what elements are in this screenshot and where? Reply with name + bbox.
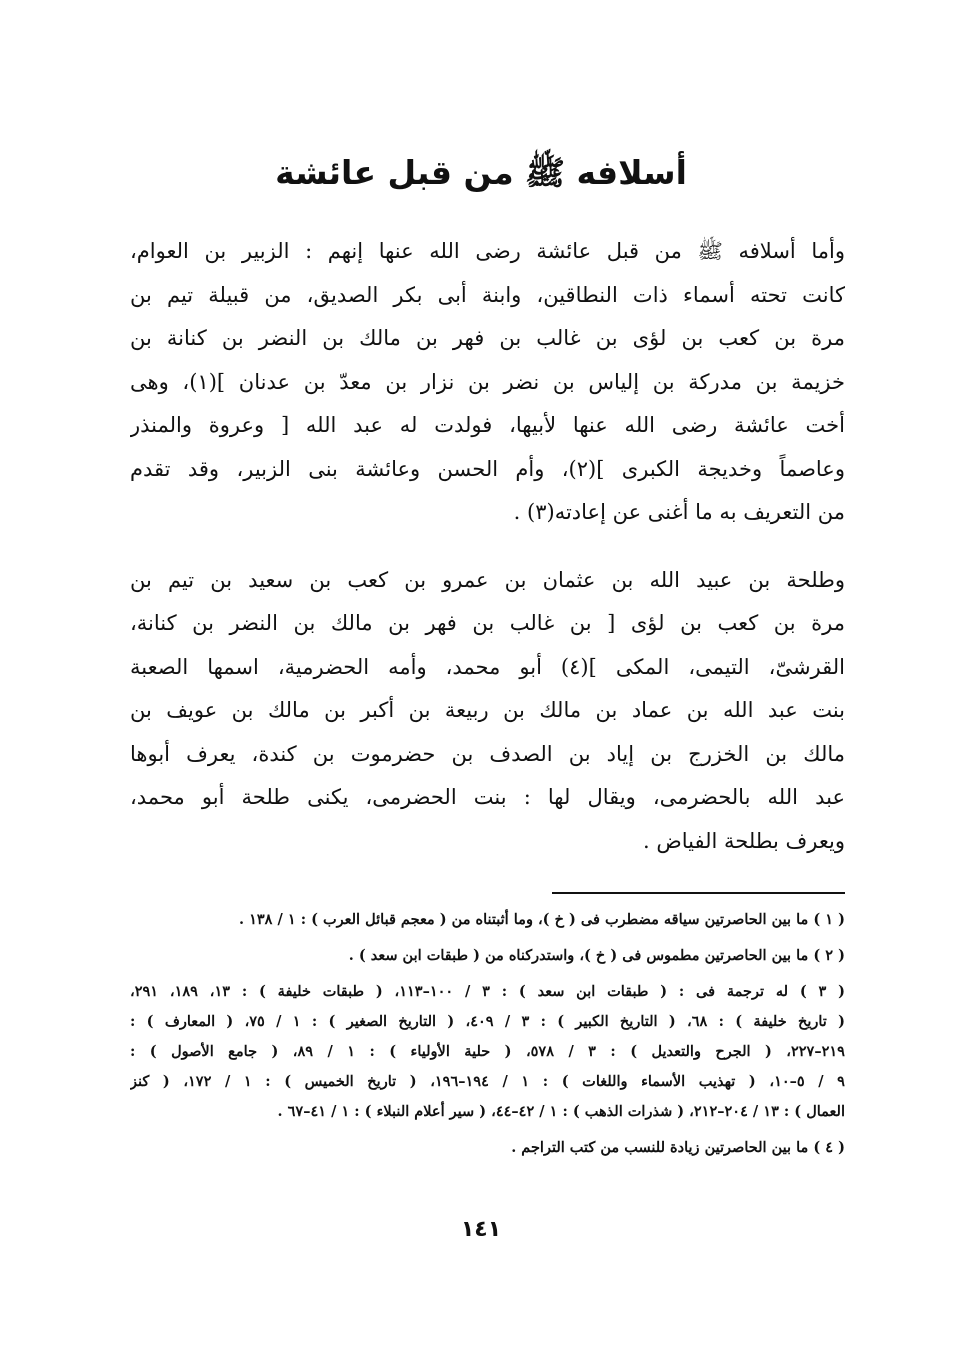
text-line: وعاصماً وخديجة الكبرى ](٢)، وأم الحسن وعائشة بنى الزبير، وقد تقدم (130, 456, 845, 481)
text-line: من التعريف به ما أغنى عن إعادته(٣) . (513, 500, 845, 524)
page-number: ١٤١ (460, 1217, 502, 1242)
footnote (130, 1133, 845, 1163)
text-line: القرشىّ، التيمى، المكى ](٤) أبو محمد، وأمه الحضرمية، اسمها الصعبة (130, 654, 845, 679)
text-line: مرة بن كعب بن لؤى [ بن غالب بن فهر بن مالك بن النضر بن كنانة، (130, 611, 845, 635)
footnote-line: العمال ) : ١٣ / ٢٠٤–٢١٢، ( شذرات الذهب ) : ١ / ٤٢–٤٤، ( سير أعلام النبلاء ) : ١ / ٤١–٦٧ . (277, 1103, 845, 1120)
paragraph-spacer (130, 535, 845, 559)
footnote-separator (552, 892, 845, 894)
text-line: بنت عبد الله بن عماد بن مالك بن ربيعة بن أكبر بن مالك بن عويف بن (130, 698, 845, 722)
text-line: عبد الله بالحضرمى، ويقال لها : بنت الحضرمى، يكنى طلحة أبو محمد، (130, 785, 845, 809)
footnote-line: ( ١ ) ما بين الحاصرتين سياقه مضطرب فى ( خ )، وما أثبتناه من ( معجم قبائل العرب ) : ١ / ١٣٨ . (238, 911, 845, 928)
text-line: مرة بن كعب بن لؤى بن غالب بن فهر بن مالك بن النضر بن كنانة بن (130, 326, 845, 350)
text-line: ويعرف بطلحة الفياض . (643, 828, 845, 853)
footnote-line: ( ٣ ) له ترجمة فى : ( طبقات ابن سعد ) : ٣ / ١٠٠–١١٣، ( طبقات خليفة ) : ١٣، ١٨٩، ٢٩١، (130, 983, 845, 1000)
main-text (130, 230, 845, 863)
text-line: كانت تحته أسماء ذات النطاقين، وابنة أبى بكر الصديق، من قبيلة تيم بن (130, 282, 845, 307)
paragraph (130, 559, 845, 864)
footnote-line: ( ٢ ) ما بين الحاصرتين مطموس فى ( خ )، واستدركناه من ( طبقات ابن سعد ) . (348, 947, 845, 964)
footnotes (130, 905, 845, 1163)
text-line: مالك بن الخزرج بن إياد بن الصدف بن حضرموت بن كندة، يعرف أبوها (130, 741, 845, 766)
footnote-line: ٩ / ٥–١٠، ( تهذيب الأسماء واللغات ) : ١ / ١٩٤–١٩٦، ( تاريخ الخميس ) : ١ / ١٧٢، ( كنز (130, 1073, 845, 1090)
footnote-line: ( ٤ ) ما بين الحاصرتين زيادة للنسب من كتب التراجم . (511, 1139, 845, 1156)
text-line: وطلحة بن عبيد الله بن عثمان بن عمرو بن كعب بن سعيد بن تيم بن (130, 567, 845, 592)
page-title: أسلافه ﷺ من قبل عائشة (275, 153, 687, 192)
text-line: خزيمة بن مدركة بن إلياس بن نضر بن نزار بن معدّ بن عدنان ](١)، وهى (130, 369, 845, 394)
footnote-line: ( تاريخ خليفة ) : ٦٨، ( التاريخ الكبير ) : ٣ / ٤٠٩، ( التاريخ الصغير ) : ١ / ٧٥، ( المعارف ) : (130, 1013, 845, 1030)
text-line: أخت عائشة رضى الله عنها لأبيها، فولدت له عبد الله [ وعروة والمنذر (130, 413, 845, 437)
text-line: وأما أسلافه ﷺ من قبل عائشة رضى الله عنها إنهم : الزبير بن العوام، (130, 239, 845, 263)
footnote (130, 941, 845, 971)
footnote-line: ٢١٩–٢٢٧، ( الجرح والتعديل ) : ٣ / ٥٧٨، ( حلية الأولياء ) : ١ / ٨٩، ( جامع الأصول ) : (130, 1043, 845, 1060)
paragraph (130, 230, 845, 535)
footnote (130, 977, 845, 1127)
footnote (130, 905, 845, 935)
